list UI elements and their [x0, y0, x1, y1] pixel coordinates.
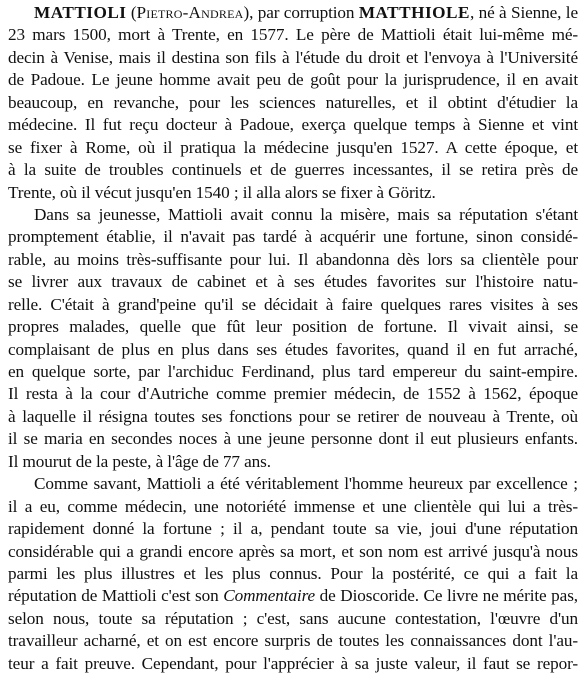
text-segment: complaisant de plus en plus dans ses études favorites, quand il en fut arraché, — [8, 339, 578, 359]
text-segment: decin à Venise, mais il destina son fils à l'étude du droit et l'envoya à l'Université — [8, 47, 578, 67]
text-segment: se fixer à Rome, où il pratiqua la médecine jusqu'en 1527. A cette époque, et — [8, 137, 578, 157]
text-segment: rapidement donné la fortune ; il a, pendant toute sa vie, joui d'une réputation — [8, 519, 578, 539]
text-line — [8, 24, 578, 46]
text-line — [8, 271, 578, 293]
text-line — [8, 182, 578, 204]
text-segment: Comme savant, Mattioli a été véritablement l'homme heureux par excellence ; — [34, 474, 578, 494]
text-segment: promptement établie, il n'avait pas tardé à acquérir une fortune, sinon considé- — [8, 227, 578, 247]
text-segment: propres malades, quelle que fût leur position de fortune. Il vivait ainsi, se — [8, 317, 578, 337]
text-line — [8, 383, 578, 405]
document-body — [8, 2, 578, 675]
text-segment: Trente, où il vécut jusqu'en 1540 ; il alla alors se fixer à Göritz. — [8, 182, 436, 202]
text-line — [8, 2, 578, 24]
text-segment: ), par corruption — [243, 3, 359, 22]
book-title: Commentaire — [223, 586, 316, 606]
text-line — [8, 361, 578, 383]
text-line — [8, 428, 578, 450]
text-segment: rable, au moins très-suffisante pour lui. Il abandonna dès lors sa clientèle pour — [8, 249, 578, 269]
text-line — [8, 114, 578, 136]
given-names: Pietro-Andrea — [136, 3, 244, 22]
text-segment: à la suite de troubles continuels et de guerres incessantes, il se retira près de — [8, 160, 578, 180]
text-segment: considérable qui a grandi encore après sa mort, et son nom est arrivé jusqu'à nous — [8, 541, 578, 561]
text-segment: relle. C'était à grand'peine qu'il se décidait à faire quelques rares visites à ses — [8, 294, 578, 314]
paragraph-3 — [8, 473, 578, 675]
text-line — [8, 47, 578, 69]
name-heading: MATTIOLI — [34, 3, 127, 22]
text-line — [8, 518, 578, 540]
text-line — [8, 541, 578, 563]
text-segment: se livrer aux travaux de cabinet et à ses études favorites sur l'histoire natu- — [8, 272, 578, 292]
text-line — [8, 159, 578, 181]
text-segment: 23 mars 1500, mort à Trente, en 1577. Le père de Mattioli était lui-même mé- — [8, 25, 578, 45]
text-segment: selon nous, toute sa réputation ; c'est, sans aucune contestation, l'œuvre d'un — [8, 608, 578, 628]
text-segment: il a eu, comme médecin, une notoriété immense et une clientèle qui lui a très- — [8, 496, 578, 516]
text-line — [8, 226, 578, 248]
text-segment: parmi les plus illustres et les plus connus. Pour la postérité, ce qui a fait la — [8, 563, 578, 583]
text-segment: travailleur acharné, et on est encore surpris de toutes les connaissances dont l'au- — [8, 631, 578, 651]
text-segment: de Padoue. Le jeune homme avait peu de goût pour la jurisprudence, il en avait — [8, 70, 578, 90]
text-segment: teur a fait preuve. Cependant, pour l'apprécier à sa juste valeur, il faut se repor- — [8, 653, 578, 673]
text-line — [8, 137, 578, 159]
text-segment: Il resta à la cour d'Autriche comme premier médecin, de 1552 à 1562, époque — [8, 384, 578, 404]
text-segment: Dans sa jeunesse, Mattioli avait connu la misère, mais sa réputation s'étant — [34, 204, 578, 224]
text-line — [8, 69, 578, 91]
paragraph-1 — [8, 2, 578, 204]
text-line — [8, 406, 578, 428]
text-line — [8, 630, 578, 652]
text-segment: ( — [126, 3, 137, 22]
text-line — [8, 608, 578, 630]
text-line — [8, 204, 578, 226]
text-segment: , né à Sienne, le — [469, 3, 578, 22]
text-line — [8, 339, 578, 361]
text-segment: beaucoup, en revanche, pour les sciences naturelles, et il obtint d'étudier la — [8, 92, 578, 112]
text-segment: réputation de Mattioli c'est son — [8, 586, 224, 606]
text-line — [8, 653, 578, 675]
text-line — [8, 249, 578, 271]
name-heading: MATTHIOLE — [358, 3, 470, 22]
text-segment: à laquelle il résigna toutes ses fonctions pour se retirer de nouveau à Trente, où — [8, 406, 578, 426]
text-line — [8, 316, 578, 338]
text-segment: en quelque sorte, par l'archiduc Ferdinand, plus tard empereur du saint-empire. — [8, 362, 578, 381]
text-segment: médecine. Il fut reçu docteur à Padoue, exerça quelque temps à Sienne et vint — [8, 115, 578, 135]
text-line — [8, 496, 578, 518]
text-segment: de Dioscoride. Ce livre ne mérite pas, — [315, 586, 578, 606]
text-line — [8, 451, 578, 473]
text-line — [8, 563, 578, 585]
text-segment: il se maria en secondes noces à une jeune personne dont il eut plusieurs enfants. — [8, 429, 578, 449]
text-line — [8, 473, 578, 495]
text-line — [8, 92, 578, 114]
text-segment: Il mourut de la peste, à l'âge de 77 ans. — [8, 451, 271, 471]
text-line — [8, 294, 578, 316]
text-line — [8, 585, 578, 607]
paragraph-2 — [8, 204, 578, 473]
